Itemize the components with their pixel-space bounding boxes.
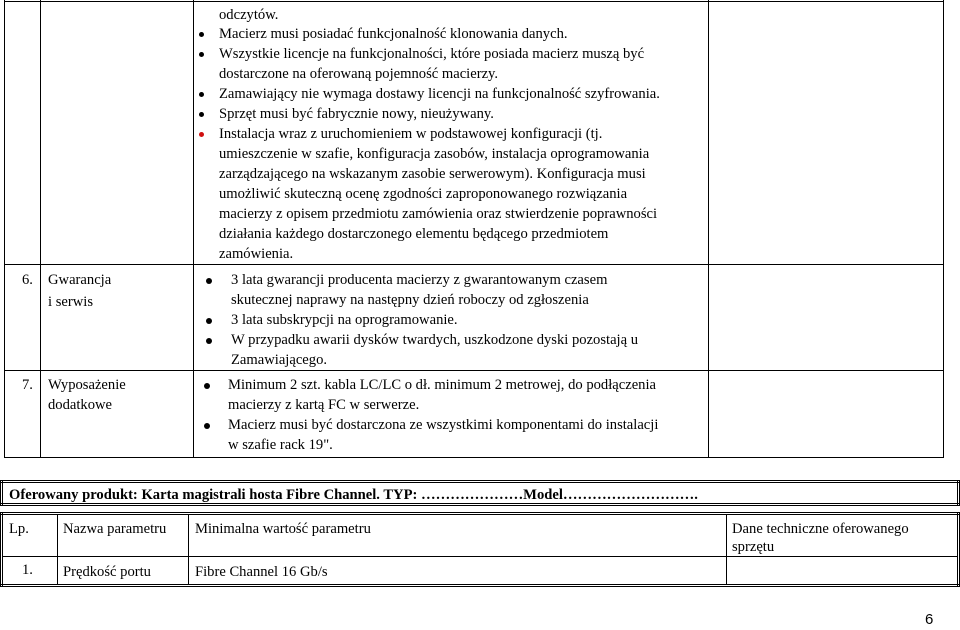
bullet-icon <box>206 318 212 324</box>
list-item-text: Macierz musi posiadać funkcjonalność klonowania danych. <box>219 26 568 42</box>
bullet-icon <box>206 338 212 344</box>
bullet-icon <box>199 112 204 117</box>
param-name: i serwis <box>48 294 93 310</box>
header-tech-data: Dane techniczne oferowanego <box>732 521 909 537</box>
list-item-text: w szafie rack 19". <box>228 437 333 453</box>
list-item-text: umieszczenie w szafie, konfiguracja zasobów, instalacja oprogramowania <box>219 146 650 162</box>
bullet-icon <box>206 278 212 284</box>
list-item-text: zamówienia. <box>219 246 294 262</box>
list-item-text: Wszystkie licencje na funkcjonalności, które posiada macierz muszą być <box>219 46 645 62</box>
param-name: Wyposażenie <box>48 377 126 393</box>
list-item-text: zarządzającego na wskazanym zasobie serwerowym). Konfiguracja musi <box>219 166 646 182</box>
row-number: 6. <box>22 272 33 288</box>
list-item-text: umożliwić skuteczną ocenę zgodności zaproponowanego rozwiązania <box>219 186 628 202</box>
list-item-text: Sprzęt musi być fabrycznie nowy, nieużywany. <box>219 106 494 122</box>
row-number: 1. <box>22 562 33 578</box>
list-item-text: macierzy z kartą FC w serwerze. <box>228 397 420 413</box>
list-item-text: 3 lata subskrypcji na oprogramowanie. <box>231 312 458 328</box>
bullet-icon <box>199 92 204 97</box>
list-item-text: odczytów. <box>219 7 279 23</box>
list-item-text: dostarczone na oferowaną pojemność macierzy. <box>219 66 499 82</box>
list-item-text: działania każdego dostarczonego elementu będącego przedmiotem <box>219 226 609 242</box>
bullet-icon <box>204 383 210 389</box>
header-lp: Lp. <box>9 521 29 537</box>
header-name: Nazwa parametru <box>63 521 167 537</box>
param-name: dodatkowe <box>48 397 113 413</box>
list-item-text: macierzy z opisem przedmiotu zamówienia oraz stwierdzenie poprawności <box>219 206 658 222</box>
param-name: Prędkość portu <box>63 564 151 580</box>
list-item-text: Macierz musi być dostarczona ze wszystkimi komponentami do instalacji <box>228 417 659 433</box>
page-number: 6 <box>925 611 934 628</box>
param-name: Gwarancja <box>48 272 112 288</box>
header-min-value: Minimalna wartość parametru <box>195 521 371 537</box>
list-item-text: Zamawiający nie wymaga dostawy licencji na funkcjonalność szyfrowania. <box>219 86 660 102</box>
row-number: 7. <box>22 377 33 393</box>
list-item-text: Zamawiającego. <box>231 352 328 368</box>
bullet-icon <box>204 423 210 429</box>
list-item-text: 3 lata gwarancji producenta macierzy z gwarantowanym czasem <box>231 272 608 288</box>
bullet-icon <box>199 32 204 37</box>
list-item-text: Minimum 2 szt. kabla LC/LC o dł. minimum 2 metrowej, do podłączenia <box>228 377 657 393</box>
bullet-icon <box>199 52 204 57</box>
offer-heading: Oferowany produkt: Karta magistrali hosta Fibre Channel. TYP: …………………Model………………………. <box>9 487 698 503</box>
header-tech-data: sprzętu <box>732 539 775 555</box>
list-item-text: W przypadku awarii dysków twardych, uszkodzone dyski pozostają u <box>231 332 639 348</box>
list-item-text: skutecznej naprawy na następny dzień roboczy od zgłoszenia <box>231 292 589 308</box>
list-item-text: Instalacja wraz z uruchomieniem w podstawowej konfiguracji (tj. <box>219 126 603 142</box>
param-min-value: Fibre Channel 16 Gb/s <box>195 564 328 580</box>
bullet-icon <box>199 132 204 137</box>
